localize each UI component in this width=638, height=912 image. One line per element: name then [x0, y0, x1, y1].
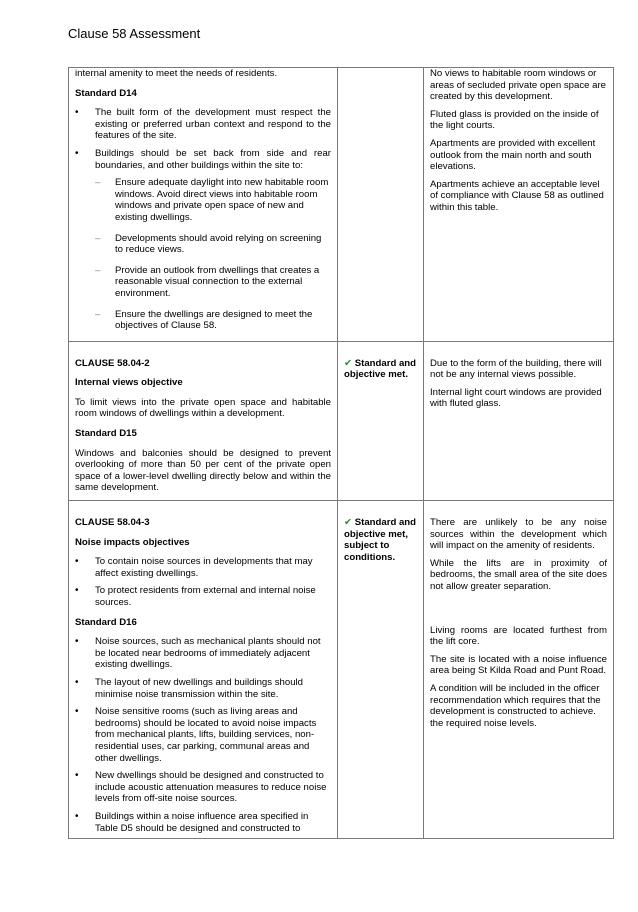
response-text: No views to habitable room windows or areas of secluded private open space are created by this development. — [430, 68, 606, 103]
response-text: While the lifts are in proximity of bedrooms, the small area of the site does not allow greater separation. — [430, 557, 607, 592]
status-label: Standard and objective met. — [344, 357, 417, 381]
response-cell — [424, 501, 614, 839]
bullet-list — [75, 636, 331, 834]
status-cell — [338, 501, 424, 839]
list-item: • New dwellings should be designed and constructed to include acoustic attenuation measures to reduce noise levels from off-site noise sources. — [75, 770, 331, 805]
response-text: Internal light court windows are provided with fluted glass. — [430, 386, 602, 410]
response-text: Apartments achieve an acceptable level of compliance with Clause 58 as outlined within this table. — [430, 178, 604, 213]
list-item — [75, 148, 331, 332]
bullet-list — [75, 107, 331, 332]
checkmark-icon: ✔ — [344, 357, 353, 369]
status-label: Standard and objective met, subject to conditions. — [344, 517, 417, 563]
list-item: • The layout of new dwellings and buildings should minimise noise transmission within the site. — [75, 677, 331, 700]
requirement-cell — [69, 341, 338, 500]
page-title: Clause 58 Assessment — [68, 26, 201, 41]
response-text: Living rooms are located furthest from the lift core. — [430, 624, 607, 648]
list-item: • Buildings within a noise influence area specified in Table D5 should be designed and constructed to — [75, 811, 331, 834]
table-row — [69, 68, 614, 342]
response-cell — [424, 68, 614, 342]
response-text: Due to the form of the building, there will not be any internal views possible. — [430, 357, 602, 381]
assessment-table — [68, 67, 614, 839]
objective-heading: Internal views objective — [75, 377, 183, 389]
clause-heading: CLAUSE 58.04-2 — [75, 357, 150, 369]
objective-heading: Noise impacts objectives — [75, 536, 190, 548]
list-item: • Noise sources, such as mechanical plants should not be located near bedrooms of immediately adjacent existing dwellings. — [75, 636, 331, 671]
dash-list — [95, 177, 331, 332]
response-text: Fluted glass is provided on the inside of the light courts. — [430, 108, 599, 132]
standard-heading: Standard D16 — [75, 616, 137, 628]
list-item: – Ensure adequate daylight into new habitable room windows. Avoid direct views into habitable room windows and private open space of new and existing dwellings. — [95, 177, 331, 223]
status-text — [344, 517, 417, 563]
status-text — [344, 358, 417, 381]
list-item: • To protect residents from external and internal noise sources. — [75, 585, 331, 608]
requirement-cell — [69, 68, 338, 342]
response-text: There are unlikely to be any noise sources within the development which will impact on the amenity of residents. — [430, 517, 607, 552]
bullet-list — [75, 556, 331, 608]
list-item: – Provide an outlook from dwellings that creates a reasonable visual connection to the external environment. — [95, 265, 331, 300]
checkmark-icon: ✔ — [344, 517, 353, 529]
objective-text: To limit views into the private open space and habitable room windows of dwellings within a development. — [75, 396, 331, 420]
response-text: A condition will be included in the officer recommendation which requires that the development is constructed to achieve. the required noise levels. — [430, 682, 601, 729]
response-text: Apartments are provided with excellent outlook from the main north and south elevations. — [430, 137, 596, 173]
list-item: – Ensure the dwellings are designed to meet the objectives of Clause 58. — [95, 309, 331, 332]
status-cell — [338, 68, 424, 342]
list-item: • Noise sensitive rooms (such as living areas and bedrooms) should be located to avoid noise impacts from mechanical plants, lifts, building services, non-residential uses, car parking, communal areas and other dwellings. — [75, 706, 331, 764]
status-cell — [338, 341, 424, 500]
table-row — [69, 501, 614, 839]
standard-text: Windows and balconies should be designed to prevent overlooking of more than 50 per cent of the private open space of a lower-level dwelling directly below and within the same development. — [75, 447, 331, 494]
requirement-cell — [69, 501, 338, 839]
standard-heading: Standard D15 — [75, 428, 137, 440]
table-row — [69, 341, 614, 500]
list-item: • To contain noise sources in developments that may affect existing dwellings. — [75, 556, 331, 579]
clause-heading: CLAUSE 58.04-3 — [75, 517, 150, 529]
response-cell — [424, 341, 614, 500]
standard-heading: Standard D14 — [75, 87, 137, 99]
continuation-text: internal amenity to meet the needs of residents. — [75, 68, 278, 79]
spacer — [430, 599, 607, 625]
list-item: – Developments should avoid relying on screening to reduce views. — [95, 233, 331, 256]
response-text: The site is located with a noise influence area being St Kilda Road and Punt Road. — [430, 653, 607, 677]
list-item-text: • Buildings should be set back from side and rear boundaries, and other buildings within the site to: — [95, 147, 331, 171]
list-item: • The built form of the development must respect the existing or preferred urban context and respond to the features of the site. — [75, 107, 331, 142]
